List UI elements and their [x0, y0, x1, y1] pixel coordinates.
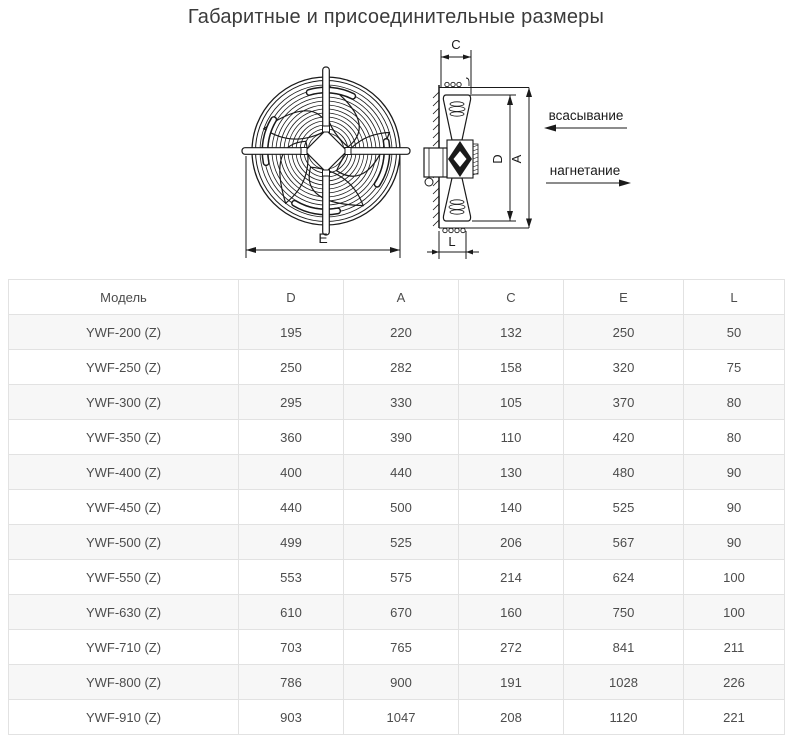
model-cell: YWF-450 (Z) [9, 490, 239, 525]
value-cell: 191 [459, 665, 564, 700]
table-row [9, 700, 785, 735]
fan-side-view [424, 37, 631, 259]
table-row [9, 490, 785, 525]
page-title: Габаритные и присоединительные размеры [187, 6, 605, 28]
value-cell: 499 [239, 525, 344, 560]
value-cell: 158 [459, 350, 564, 385]
arrowhead-icon [526, 88, 532, 98]
value-cell: 110 [459, 420, 564, 455]
table-body [9, 315, 785, 735]
value-cell: 80 [684, 385, 785, 420]
arrowhead-icon [432, 250, 439, 255]
table-row [9, 525, 785, 560]
discharge-label: нагнетание [549, 163, 621, 178]
value-cell: 900 [344, 665, 459, 700]
value-cell: 1047 [344, 700, 459, 735]
model-cell: YWF-910 (Z) [9, 700, 239, 735]
value-cell: 250 [564, 315, 684, 350]
dimension-a [509, 88, 532, 229]
model-cell: YWF-400 (Z) [9, 455, 239, 490]
value-cell: 80 [684, 420, 785, 455]
value-cell: 703 [239, 630, 344, 665]
model-cell: YWF-550 (Z) [9, 560, 239, 595]
value-cell: 272 [459, 630, 564, 665]
shaft-hatching [473, 145, 478, 175]
value-cell: 208 [459, 700, 564, 735]
model-cell: YWF-800 (Z) [9, 665, 239, 700]
dimension-a-label: A [509, 154, 524, 164]
value-cell: 320 [564, 350, 684, 385]
value-cell: 480 [564, 455, 684, 490]
value-cell: 500 [344, 490, 459, 525]
dimensions-table [8, 279, 785, 735]
table-header-row [9, 280, 785, 315]
value-cell: 440 [239, 490, 344, 525]
value-cell: 211 [684, 630, 785, 665]
value-cell: 330 [344, 385, 459, 420]
value-cell: 786 [239, 665, 344, 700]
table-row [9, 315, 785, 350]
right-arrow-icon [619, 180, 631, 187]
dimension-l [427, 231, 479, 259]
arrowhead-icon [526, 219, 532, 229]
value-cell: 553 [239, 560, 344, 595]
value-cell: 903 [239, 700, 344, 735]
model-cell: YWF-250 (Z) [9, 350, 239, 385]
model-cell: YWF-630 (Z) [9, 595, 239, 630]
column-header: D [239, 280, 344, 315]
value-cell: 624 [564, 560, 684, 595]
table-header [9, 280, 785, 315]
arrowhead-icon [507, 95, 513, 105]
model-cell: YWF-500 (Z) [9, 525, 239, 560]
value-cell: 670 [344, 595, 459, 630]
value-cell: 221 [684, 700, 785, 735]
dimension-e-label: E [318, 230, 328, 246]
left-arrow-icon [544, 125, 556, 132]
value-cell: 567 [564, 525, 684, 560]
table-row [9, 560, 785, 595]
column-header: L [684, 280, 785, 315]
value-cell: 220 [344, 315, 459, 350]
value-cell: 90 [684, 455, 785, 490]
value-cell: 160 [459, 595, 564, 630]
value-cell: 841 [564, 630, 684, 665]
motor-body [424, 148, 447, 177]
value-cell: 132 [459, 315, 564, 350]
value-cell: 1120 [564, 700, 684, 735]
arrowhead-icon [466, 250, 473, 255]
arrowhead-icon [390, 247, 400, 253]
table-row [9, 630, 785, 665]
table-row [9, 455, 785, 490]
fan-dimensions-drawing [0, 0, 792, 278]
value-cell: 140 [459, 490, 564, 525]
column-header: Модель [9, 280, 239, 315]
model-cell: YWF-200 (Z) [9, 315, 239, 350]
value-cell: 370 [564, 385, 684, 420]
value-cell: 1028 [564, 665, 684, 700]
arrowhead-icon [507, 211, 513, 221]
table-row [9, 350, 785, 385]
table-row [9, 385, 785, 420]
model-cell: YWF-710 (Z) [9, 630, 239, 665]
dimension-l-label: L [448, 234, 456, 249]
value-cell: 282 [344, 350, 459, 385]
value-cell: 390 [344, 420, 459, 455]
value-cell: 50 [684, 315, 785, 350]
arrowhead-icon [441, 55, 449, 60]
value-cell: 130 [459, 455, 564, 490]
value-cell: 90 [684, 490, 785, 525]
value-cell: 90 [684, 525, 785, 560]
table-row [9, 595, 785, 630]
column-header: E [564, 280, 684, 315]
value-cell: 525 [564, 490, 684, 525]
arrowhead-icon [246, 247, 256, 253]
dimension-d-label: D [490, 154, 505, 164]
value-cell: 214 [459, 560, 564, 595]
value-cell: 420 [564, 420, 684, 455]
column-header: C [459, 280, 564, 315]
value-cell: 250 [239, 350, 344, 385]
suction-label: всасывание [548, 108, 624, 123]
value-cell: 100 [684, 595, 785, 630]
value-cell: 105 [459, 385, 564, 420]
model-cell: YWF-350 (Z) [9, 420, 239, 455]
value-cell: 100 [684, 560, 785, 595]
table-row [9, 665, 785, 700]
arrowhead-icon [463, 55, 471, 60]
value-cell: 610 [239, 595, 344, 630]
value-cell: 750 [564, 595, 684, 630]
suction-annotation [544, 108, 627, 132]
value-cell: 206 [459, 525, 564, 560]
terminal-box [425, 178, 433, 186]
value-cell: 400 [239, 455, 344, 490]
value-cell: 295 [239, 385, 344, 420]
fan-front-view [242, 67, 410, 258]
value-cell: 525 [344, 525, 459, 560]
value-cell: 575 [344, 560, 459, 595]
table-row [9, 420, 785, 455]
value-cell: 75 [684, 350, 785, 385]
column-header: A [344, 280, 459, 315]
value-cell: 195 [239, 315, 344, 350]
discharge-annotation [546, 163, 631, 187]
value-cell: 440 [344, 455, 459, 490]
dimension-c-label: C [451, 37, 461, 52]
model-cell: YWF-300 (Z) [9, 385, 239, 420]
value-cell: 360 [239, 420, 344, 455]
value-cell: 226 [684, 665, 785, 700]
value-cell: 765 [344, 630, 459, 665]
